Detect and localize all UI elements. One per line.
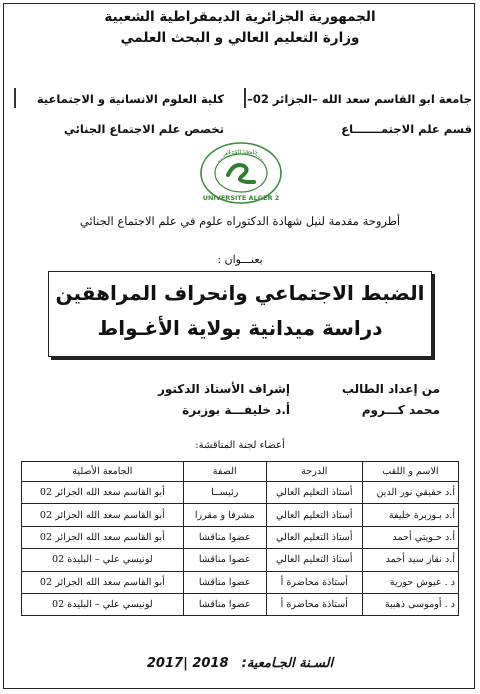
member-university: أبو القاسم سعد الله الجزائر 02 [22,482,184,504]
logo-arabic-text: جامعة الجزائر [223,149,259,156]
ministry-heading: وزارة التعليم العالي و البحث العلمي [120,30,360,46]
table-header-row [22,462,459,482]
member-rank: أستاذة محاضرة أ [266,571,362,593]
department-name: قسم علم الاجتمـــــــاع [341,122,472,136]
header-rank: الدرجة [266,462,362,482]
member-name: د . عيوش حورية [362,571,458,593]
table-row [22,482,459,504]
academic-year-value: 2017| 2018 [146,656,229,671]
committee-table [21,461,459,616]
member-university: أبو القاسم سعد الله الجزائر 02 [22,526,184,548]
student-name: محمد كـــروم [361,403,440,417]
member-university: أبو القاسم سعد الله الجزائر 02 [22,504,184,526]
member-role: رئيســا [183,482,266,504]
committee-caption: أعضاء لجنة المناقشة: [195,440,285,451]
table-row [22,549,459,571]
republic-heading: الجمهورية الجزائرية الديمقراطية الشعبية [104,9,376,25]
header-name: الاسم و اللقب [362,462,458,482]
member-role: عضوا مناقشا [183,549,266,571]
member-university: أبو القاسم سعد الله الجزائر 02 [22,571,184,593]
member-name: أ.د حقيقي نور الدين [362,482,458,504]
academic-year-label: السـنة الجـامعية: [241,656,334,671]
table-row [22,593,459,615]
title-line-2: دراسة ميدانية بولاية الأغـواط [97,316,383,340]
member-name: أ.د نقاز سيد أحمد [362,549,458,571]
member-rank: أستاذ التعليم العالي [266,526,362,548]
member-rank: أستاذ التعليم العالي [266,504,362,526]
academic-year [0,652,480,671]
student-label: من إعداد الطالب [341,382,440,396]
member-rank: أستاذ التعليم العالي [266,482,362,504]
member-role: عضوا مناقشا [183,526,266,548]
member-name: د . أوموسى ذهبية [362,593,458,615]
member-role: مشرفا و مقررا [183,504,266,526]
supervisor-name: أ.د خليفـــة بوزبرة [182,403,290,417]
table-row [22,571,459,593]
member-rank: أستاذ التعليم العالي [266,549,362,571]
member-role: عضوا مناقشا [183,571,266,593]
specialty-name: تخصص علم الاجتماع الجنائي [63,122,224,136]
left-bar [14,88,16,108]
title-box [48,271,432,357]
title-line-1: الضبط الاجتماعي وانحراف المراهقين [55,281,425,305]
faculty-name: كلية العلوم الانسانية و الاجتماعية [36,92,224,106]
member-rank: أستاذة محاضرة أ [266,593,362,615]
header-university: الجامعة الأصلية [22,462,184,482]
supervisor-label: إشراف الأستاذ الدكتور [157,382,290,396]
logo-latin-text: UNIVERSITE ALGER 2 [202,194,280,202]
thesis-subject: أطروحة مقدمة لنيل شهادة الدكتوراه علوم في علم الاجتماع الجنائي [79,214,401,228]
member-university: لونيسي علي – البليدة 02 [22,593,184,615]
member-name: أ.د بـوزبرة خليفة [362,504,458,526]
table-row [22,526,459,548]
member-name: أ.د حـويتي أحمد [362,526,458,548]
university-name: جامعة ابو القاسم سعد الله –الجزائر 02– [247,92,472,106]
header-divider [244,88,246,108]
table-row [22,504,459,526]
title-intro: بعنـــوان : [217,253,263,266]
university-logo [198,140,284,206]
member-university: لونيسي علي – البليدة 02 [22,549,184,571]
member-role: عضوا مناقشا [183,593,266,615]
header-role: الصفة [183,462,266,482]
